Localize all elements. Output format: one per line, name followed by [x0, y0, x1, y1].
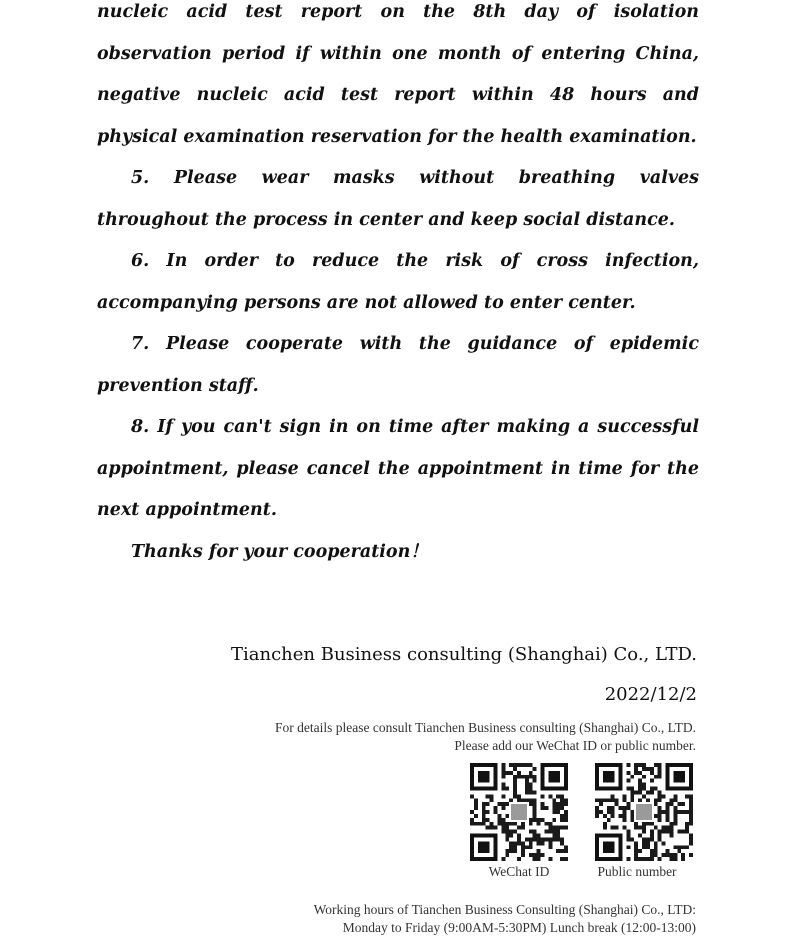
contact-line-1: For details please consult Tianchen Business consulting (Shanghai) Co., LTD.	[275, 720, 696, 735]
working-hours-line-2: Monday to Friday (9:00AM-5:30PM) Lunch break (12:00-13:00)	[342, 920, 696, 935]
paragraph-item-5: 5. Please wear masks without breathing valves throughout the process in center and keep social distance.	[97, 168, 699, 230]
wechat-qr-code-icon[interactable]	[470, 763, 568, 861]
paragraph-item-7: 7. Please cooperate with the guidance of epidemic prevention staff.	[97, 334, 699, 396]
paragraph-item-4-continued: nucleic acid test report on the 8th day of isolation observation period if within one month of entering China, negative nucleic acid test report within 48 hours and physical examination reservation for the health examination.	[97, 2, 699, 147]
contact-line-2: Please add our WeChat ID or public number.	[454, 738, 696, 753]
document-date: 2022/12/2	[604, 684, 697, 705]
thanks-line: Thanks for your cooperation！	[131, 541, 428, 562]
public-number-label: Public number	[597, 864, 677, 879]
public-number-qr-code-icon[interactable]	[595, 763, 693, 861]
working-hours	[314, 901, 696, 937]
working-hours-line-1: Working hours of Tianchen Business Consulting (Shanghai) Co., LTD:	[313, 902, 696, 917]
company-signature: Tianchen Business consulting (Shanghai) Co., LTD.	[231, 644, 697, 665]
wechat-id-label: WeChat ID	[488, 864, 550, 879]
contact-details	[275, 719, 696, 755]
notice-body	[97, 0, 699, 573]
paragraph-item-6: 6. In order to reduce the risk of cross infection, accompanying persons are not allowed to enter center.	[97, 251, 699, 313]
paragraph-item-8: 8. If you can't sign in on time after making a successful appointment, please cancel the appointment in time for the next appointment.	[97, 417, 699, 520]
